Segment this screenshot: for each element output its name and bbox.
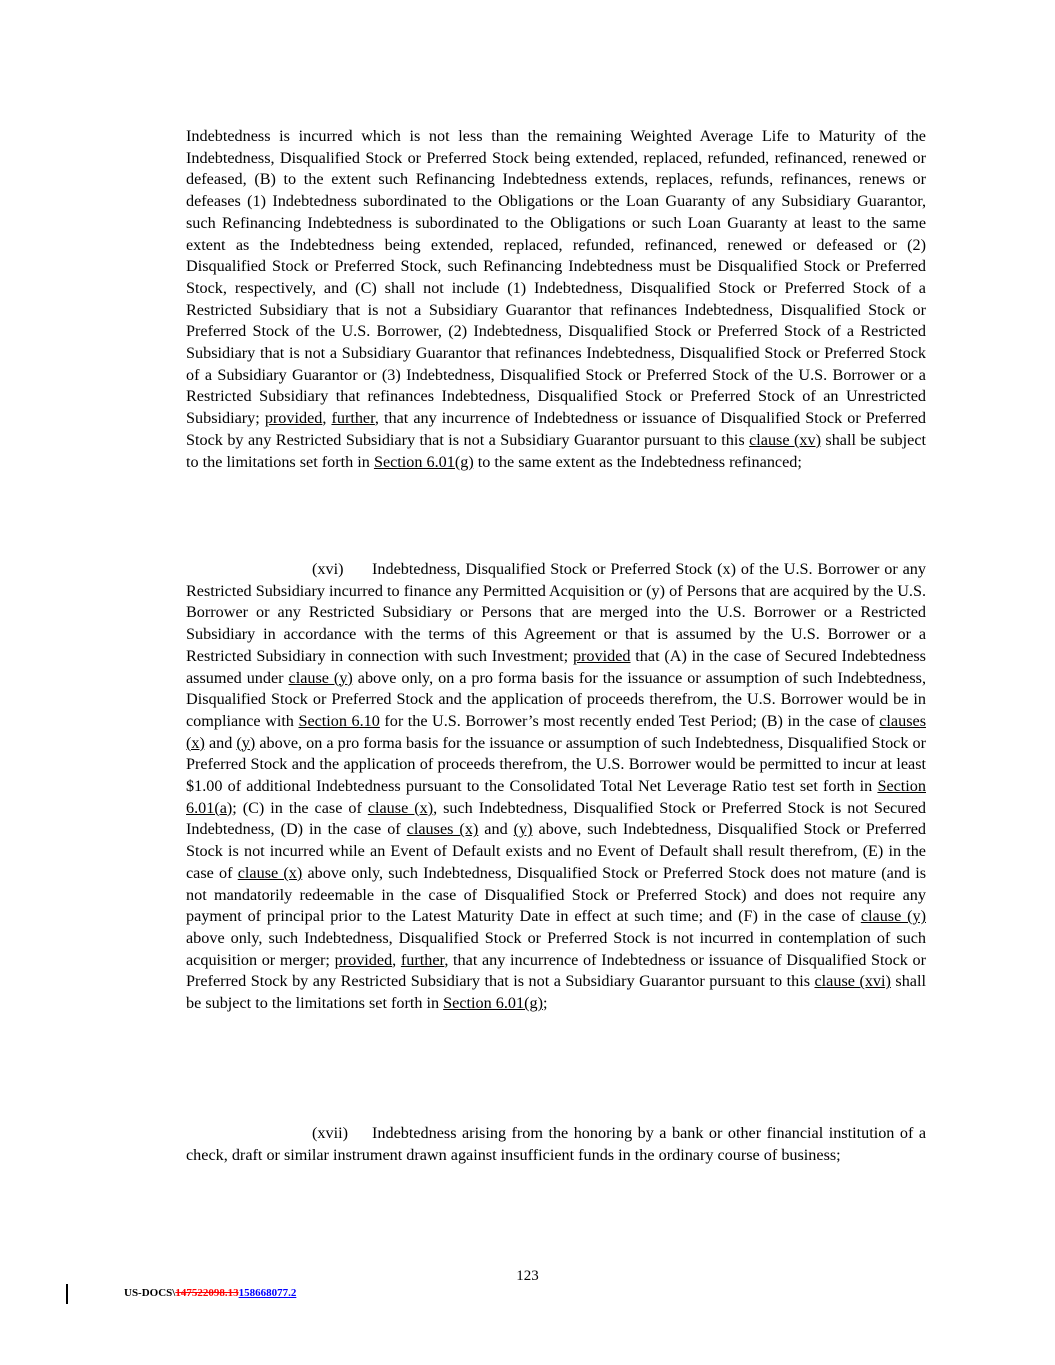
cross-reference: further xyxy=(400,950,445,969)
text-run: , xyxy=(322,409,332,428)
text-run: and xyxy=(478,820,514,839)
cross-reference: Section 6.01(a) xyxy=(186,777,926,817)
cross-reference: clause (y) xyxy=(860,907,926,926)
text-run: Indebtedness, Disqualified Stock or Preferred Stock (x) of the U.S. Borrower or any Restricted Subsidiary incurred to finance any Permitted Acquisition or (y) of Persons that are acquired by the U.S. Borrower or any Restricted Subsidiary or Persons that are merged into the U.S. Borrower or a Restricted Subsidiary in accordance with the terms of this Agreement or that is assumed by the U.S. Borrower or a Restricted Subsidiary in connection with such Investment; xyxy=(186,560,926,665)
cross-reference: Section 6.10 xyxy=(298,711,380,730)
text-run: and xyxy=(204,733,237,752)
text-run: , xyxy=(392,950,401,969)
clause-number: (xvii) xyxy=(312,1124,348,1142)
text-run: shall be subject to the limitations set forth in xyxy=(186,972,926,1013)
cross-reference: (y) xyxy=(513,820,533,839)
text-run: to the same extent as the Indebtedness refinanced; xyxy=(473,452,802,471)
cross-reference: further xyxy=(331,409,375,428)
text-run: , that any incurrence of Indebtedness or issuance of Disqualified Stock or Preferred Stock by any Restricted Subsidiary that is not a Subsidiary Guarantor pursuant to this xyxy=(186,409,926,449)
text-run: above only, on a pro forma basis for the issuance or assumption of such Indebtedness, Disqualified Stock or Preferred Stock and the application of proceeds therefrom, the U.S. Borrower would be in compliance with xyxy=(186,668,926,730)
text-run: that (A) in the case of Secured Indebtedness assumed under xyxy=(186,646,926,687)
paragraph-refinancing xyxy=(186,126,926,473)
page-number: 123 xyxy=(516,1268,539,1284)
text-run: above, such Indebtedness, Disqualified Stock or Preferred Stock is not incurred while an Event of Default exists and no Event of Default shall result therefrom, (E) in the case of xyxy=(186,820,927,882)
doc-id-prefix: US-DOCS\ xyxy=(124,1287,176,1299)
cross-reference: (y) xyxy=(236,733,256,752)
cross-reference: clause (y) xyxy=(288,668,353,687)
text-run: above only, such Indebtedness, Disqualified Stock or Preferred Stock does not mature (and is not mandatorily redeemable in the case of Disqualified Stock or Preferred Stock) and does not require any payment of principal prior to the Latest Maturity Date in effect at such time; and (F) in the case of xyxy=(186,863,926,926)
text-run: above, on a pro forma basis for the issuance or assumption of such Indebtedness, Disqualified Stock or Preferred Stock and the application of proceeds therefrom, the U.S. Borrower would be permitted to incur at least $1.00 of additional Indebtedness pursuant to the Consolidated Total Net Leverage Ratio test set forth in xyxy=(186,733,927,796)
cross-reference: provided xyxy=(572,646,631,665)
cross-reference: clause (x) xyxy=(237,863,303,882)
text-run: above only, such Indebtedness, Disqualified Stock or Preferred Stock is not incurred in contemplation of such acquisition or merger; xyxy=(186,928,926,969)
clause-number: (xvi) xyxy=(312,560,344,578)
cross-reference: Section 6.01(g) xyxy=(373,452,474,471)
cross-reference: Section 6.01(g) xyxy=(443,994,543,1013)
text-run: shall be subject to the limitations set forth in xyxy=(186,430,927,471)
paragraph-xvii xyxy=(186,1123,926,1166)
cross-reference: clause (xv) xyxy=(749,430,821,449)
text-run: , such Indebtedness, Disqualified Stock or Preferred Stock is not Secured Indebtedness, (D) in the case of xyxy=(186,798,926,839)
text-run: for the U.S. Borrower’s most recently ended Test Period; (B) in the case of xyxy=(379,711,880,730)
text-run: , that any incurrence of Indebtedness or issuance of Disqualified Stock or Preferred Stock by any Restricted Subsidiary that is not a Subsidiary Guarantor pursuant to this xyxy=(186,950,927,991)
doc-id-deleted: 147522098.13 xyxy=(175,1287,239,1299)
paragraph-xvi xyxy=(186,559,926,1015)
text-run: ; xyxy=(542,994,548,1013)
text-run: ; (C) in the case of xyxy=(232,798,368,817)
cross-reference: clauses (x) xyxy=(186,711,926,752)
doc-id-inserted: 158668077.2 xyxy=(238,1287,297,1299)
change-bar xyxy=(66,1284,68,1304)
cross-reference: clause (xvi) xyxy=(814,972,891,991)
document-id-footer xyxy=(124,1287,296,1299)
cross-reference: provided xyxy=(334,950,393,969)
text-run: Indebtedness is incurred which is not less than the remaining Weighted Average Life to Maturity of the Indebtedness, Disqualified Stock or Preferred Stock being extended, replaced, refunded, refinanced, renewed or defeased, (B) to the extent such Refinancing Indebtedness extends, replaces, refunds, refinances, renews or defeases (1) Indebtedness subordinated to the Obligations or the Loan Guaranty of any Subsidiary Guarantor, such Refinancing Indebtedness is subordinated to the Obligations or such Loan Guaranty at least to the same extent as the Indebtedness being extended, replaced, refunded, refinanced, renewed or defeased or (2) Disqualified Stock or Preferred Stock, such Refinancing Indebtedness must be Disqualified Stock or Preferred Stock, respectively, and (C) shall not include (1) Indebtedness, Disqualified Stock or Preferred Stock of a Restricted Subsidiary that is not a Subsidiary Guarantor that refinances Indebtedness, Disqualified Stock or Preferred Stock of the U.S. Borrower, (2) Indebtedness, Disqualified Stock or Preferred Stock of a Restricted Subsidiary that is not a Subsidiary Guarantor that refinances Indebtedness, Disqualified Stock or Preferred Stock of a Subsidiary Guarantor or (3) Indebtedness, Disqualified Stock or Preferred Stock of the U.S. Borrower or a Restricted Subsidiary that refinances Indebtedness, Disqualified Stock or Preferred Stock of an Unrestricted Subsidiary; xyxy=(186,127,926,428)
cross-reference: clause (x) xyxy=(367,798,434,817)
cross-reference: clauses (x) xyxy=(406,820,479,839)
cross-reference: provided xyxy=(264,409,323,428)
text-run: Indebtedness arising from the honoring by a bank or other financial institution of a check, draft or similar instrument drawn against insufficient funds in the ordinary course of business; xyxy=(186,1124,926,1164)
